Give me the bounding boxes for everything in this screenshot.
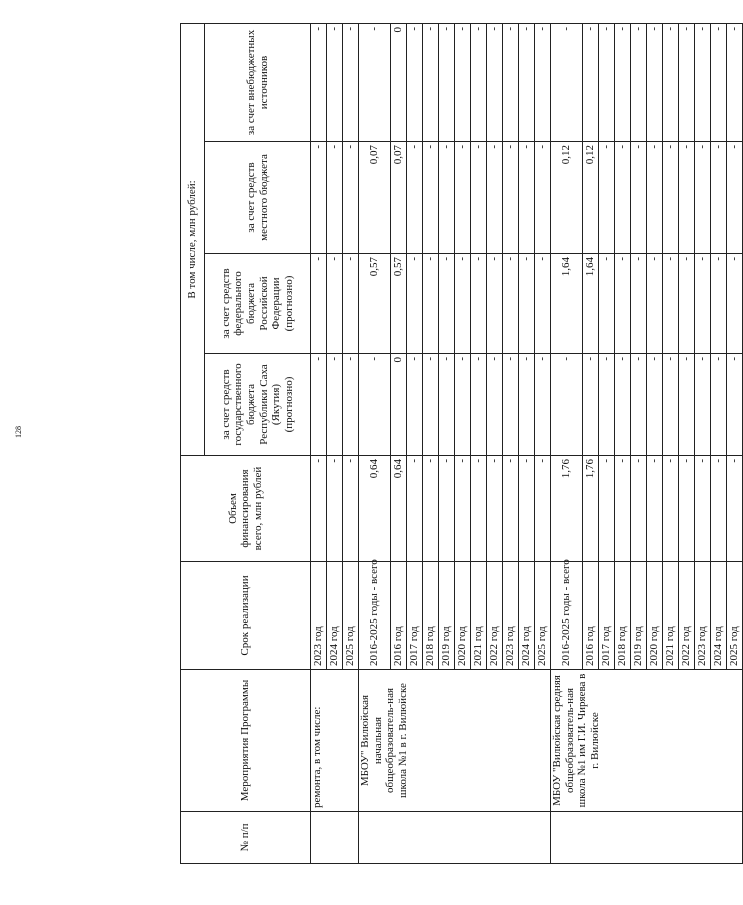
- local-cell: -: [311, 142, 327, 254]
- period-cell: 2023 год: [695, 562, 711, 670]
- federal-cell: 1,64: [583, 254, 599, 354]
- extra-cell: -: [327, 23, 343, 141]
- rsya-cell: -: [327, 354, 343, 456]
- local-cell: -: [503, 142, 519, 254]
- local-cell: -: [631, 142, 647, 254]
- page-number: 128: [14, 426, 23, 438]
- total-cell: -: [711, 456, 727, 562]
- period-cell: 2024 год: [519, 562, 535, 670]
- rsya-cell: -: [711, 354, 727, 456]
- period-cell: 2024 год: [711, 562, 727, 670]
- local-cell: -: [711, 142, 727, 254]
- local-cell: 0,12: [583, 142, 599, 254]
- period-cell: 2025 год: [727, 562, 743, 670]
- extra-cell: -: [359, 23, 391, 141]
- federal-cell: -: [615, 254, 631, 354]
- federal-cell: -: [679, 254, 695, 354]
- rsya-cell: -: [423, 354, 439, 456]
- rsya-cell: -: [727, 354, 743, 456]
- extra-cell: -: [599, 23, 615, 141]
- header-group: В том числе, млн рублей:: [181, 23, 205, 455]
- total-cell: -: [343, 456, 359, 562]
- extra-cell: -: [647, 23, 663, 141]
- federal-cell: -: [327, 254, 343, 354]
- local-cell: -: [535, 142, 551, 254]
- federal-cell: -: [631, 254, 647, 354]
- extra-cell: -: [727, 23, 743, 141]
- total-cell: -: [503, 456, 519, 562]
- extra-cell: -: [471, 23, 487, 141]
- header-period: Срок реализации: [181, 562, 311, 670]
- local-cell: -: [471, 142, 487, 254]
- period-cell: 2016 год: [391, 562, 407, 670]
- period-cell: 2016-2025 годы - всего: [359, 562, 391, 670]
- rsya-cell: -: [695, 354, 711, 456]
- federal-cell: -: [439, 254, 455, 354]
- federal-cell: -: [311, 254, 327, 354]
- local-cell: -: [679, 142, 695, 254]
- extra-cell: -: [311, 23, 327, 141]
- total-cell: -: [519, 456, 535, 562]
- total-cell: -: [407, 456, 423, 562]
- total-cell: 0,64: [359, 456, 391, 562]
- total-cell: 0,64: [391, 456, 407, 562]
- total-cell: -: [695, 456, 711, 562]
- rsya-cell: -: [679, 354, 695, 456]
- extra-cell: -: [663, 23, 679, 141]
- federal-cell: -: [471, 254, 487, 354]
- continuation-text: ремонта, в том числе:: [311, 670, 359, 812]
- table-row: [311, 23, 327, 863]
- header-extra: за счет внебюджетных источников: [205, 23, 311, 141]
- activity-name: МБОУ" Вилюйская начальная общеобразователь-ная школа №1 в г. Вилюйске: [359, 670, 551, 812]
- rsya-cell: -: [647, 354, 663, 456]
- total-cell: -: [599, 456, 615, 562]
- header-activity: Мероприятия Программы: [181, 670, 311, 812]
- header-rsya: за счет средств государственного бюджета Республики Саха (Якутия) (прогнозно): [205, 354, 311, 456]
- num-cell: [551, 812, 743, 864]
- extra-cell: -: [519, 23, 535, 141]
- local-cell: 0,07: [359, 142, 391, 254]
- federal-cell: -: [711, 254, 727, 354]
- header-row-1: [181, 23, 205, 863]
- total-cell: 1,76: [583, 456, 599, 562]
- extra-cell: -: [711, 23, 727, 141]
- local-cell: -: [615, 142, 631, 254]
- local-cell: -: [695, 142, 711, 254]
- period-cell: 2025 год: [535, 562, 551, 670]
- rsya-cell: -: [439, 354, 455, 456]
- period-cell: 2019 год: [439, 562, 455, 670]
- local-cell: -: [663, 142, 679, 254]
- local-cell: 0,07: [391, 142, 407, 254]
- rsya-cell: -: [471, 354, 487, 456]
- table-row-summary: [551, 23, 583, 863]
- extra-cell: -: [503, 23, 519, 141]
- federal-cell: -: [503, 254, 519, 354]
- rsya-cell: -: [311, 354, 327, 456]
- federal-cell: -: [343, 254, 359, 354]
- total-cell: 1,76: [551, 456, 583, 562]
- rsya-cell: -: [519, 354, 535, 456]
- federal-cell: -: [487, 254, 503, 354]
- total-cell: -: [471, 456, 487, 562]
- rsya-cell: -: [455, 354, 471, 456]
- federal-cell: -: [519, 254, 535, 354]
- extra-cell: -: [439, 23, 455, 141]
- total-cell: -: [535, 456, 551, 562]
- extra-cell: 0: [391, 23, 407, 141]
- extra-cell: -: [615, 23, 631, 141]
- federal-cell: -: [663, 254, 679, 354]
- total-cell: -: [631, 456, 647, 562]
- rsya-cell: -: [359, 354, 391, 456]
- rsya-cell: -: [599, 354, 615, 456]
- total-cell: -: [663, 456, 679, 562]
- extra-cell: -: [695, 23, 711, 141]
- period-cell: 2016-2025 годы - всего: [551, 562, 583, 670]
- local-cell: -: [327, 142, 343, 254]
- local-cell: -: [487, 142, 503, 254]
- federal-cell: -: [407, 254, 423, 354]
- num-cell: [359, 812, 551, 864]
- local-cell: -: [727, 142, 743, 254]
- local-cell: -: [455, 142, 471, 254]
- total-cell: -: [439, 456, 455, 562]
- rsya-cell: -: [631, 354, 647, 456]
- extra-cell: -: [487, 23, 503, 141]
- period-cell: 2024 год: [327, 562, 343, 670]
- financing-table: [180, 23, 743, 864]
- local-cell: -: [519, 142, 535, 254]
- rsya-cell: -: [615, 354, 631, 456]
- total-cell: -: [311, 456, 327, 562]
- local-cell: 0,12: [551, 142, 583, 254]
- federal-cell: 0,57: [359, 254, 391, 354]
- federal-cell: -: [423, 254, 439, 354]
- local-cell: -: [599, 142, 615, 254]
- total-cell: -: [647, 456, 663, 562]
- table-row-summary: [359, 23, 391, 863]
- local-cell: -: [647, 142, 663, 254]
- local-cell: -: [407, 142, 423, 254]
- period-cell: 2018 год: [615, 562, 631, 670]
- extra-cell: -: [455, 23, 471, 141]
- header-total: Объем финансирования всего, млн рублей: [181, 456, 311, 562]
- extra-cell: -: [423, 23, 439, 141]
- period-cell: 2019 год: [631, 562, 647, 670]
- rsya-cell: -: [663, 354, 679, 456]
- rsya-cell: -: [487, 354, 503, 456]
- total-cell: -: [727, 456, 743, 562]
- rsya-cell: 0: [391, 354, 407, 456]
- rsya-cell: -: [407, 354, 423, 456]
- num-cell: [311, 812, 359, 864]
- local-cell: -: [423, 142, 439, 254]
- federal-cell: -: [599, 254, 615, 354]
- federal-cell: -: [647, 254, 663, 354]
- extra-cell: -: [583, 23, 599, 141]
- total-cell: -: [423, 456, 439, 562]
- total-cell: -: [327, 456, 343, 562]
- federal-cell: 1,64: [551, 254, 583, 354]
- rsya-cell: -: [535, 354, 551, 456]
- federal-cell: 0,57: [391, 254, 407, 354]
- period-cell: 2017 год: [599, 562, 615, 670]
- period-cell: 2017 год: [407, 562, 423, 670]
- total-cell: -: [487, 456, 503, 562]
- extra-cell: -: [343, 23, 359, 141]
- period-cell: 2023 год: [311, 562, 327, 670]
- federal-cell: -: [455, 254, 471, 354]
- period-cell: 2021 год: [471, 562, 487, 670]
- period-cell: 2022 год: [487, 562, 503, 670]
- extra-cell: -: [551, 23, 583, 141]
- period-cell: 2020 год: [455, 562, 471, 670]
- total-cell: -: [679, 456, 695, 562]
- extra-cell: -: [535, 23, 551, 141]
- header-num: № п/п: [181, 812, 311, 864]
- period-cell: 2021 год: [663, 562, 679, 670]
- period-cell: 2020 год: [647, 562, 663, 670]
- extra-cell: -: [631, 23, 647, 141]
- header-federal: за счет средств федерального бюджета Российской Федерации (прогнозно): [205, 254, 311, 354]
- period-cell: 2023 год: [503, 562, 519, 670]
- rsya-cell: -: [551, 354, 583, 456]
- rsya-cell: -: [503, 354, 519, 456]
- federal-cell: -: [727, 254, 743, 354]
- period-cell: 2022 год: [679, 562, 695, 670]
- rsya-cell: -: [583, 354, 599, 456]
- table-body: [311, 23, 743, 863]
- total-cell: -: [455, 456, 471, 562]
- period-cell: 2016 год: [583, 562, 599, 670]
- total-cell: -: [615, 456, 631, 562]
- period-cell: 2018 год: [423, 562, 439, 670]
- header-local: за счет средств местного бюджета: [205, 142, 311, 254]
- activity-name: МБОУ "Вилюйская средняя общеобразователь-ная школа №1 им Г.И. Чиряева в г. Вилюйске: [551, 670, 743, 812]
- rotated-table-container: [180, 24, 741, 864]
- period-cell: 2025 год: [343, 562, 359, 670]
- extra-cell: -: [679, 23, 695, 141]
- local-cell: -: [439, 142, 455, 254]
- federal-cell: -: [695, 254, 711, 354]
- local-cell: -: [343, 142, 359, 254]
- extra-cell: -: [407, 23, 423, 141]
- federal-cell: -: [535, 254, 551, 354]
- rsya-cell: -: [343, 354, 359, 456]
